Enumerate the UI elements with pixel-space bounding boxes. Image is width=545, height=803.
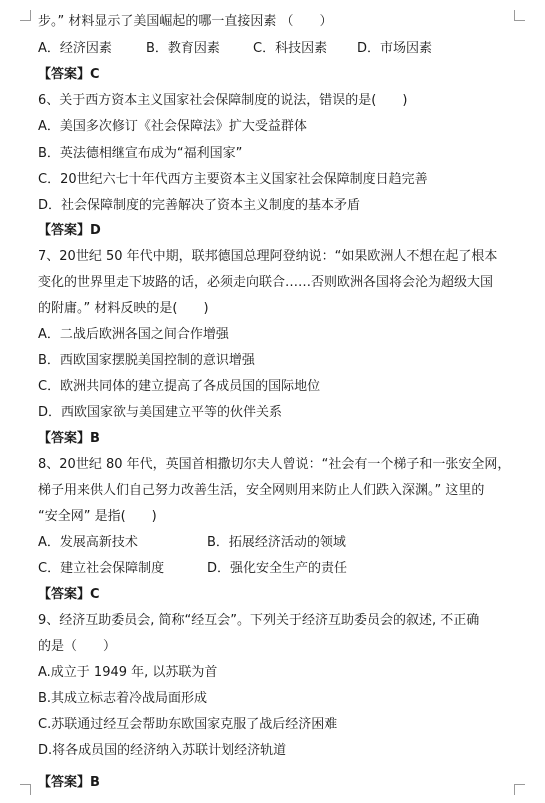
q5-option-b: B．教育因素 <box>146 41 220 56</box>
q5-option-d: D．市场因素 <box>357 41 433 56</box>
q8-option-b: B．拓展经济活动的领域 <box>207 535 346 550</box>
q9-stem-line-2: 的是（ ） <box>38 639 117 654</box>
q7-option-b: B．西欧国家摆脱美国控制的意识增强 <box>38 353 255 368</box>
q8-option-a: A．发展高新技术 <box>38 535 138 550</box>
q9-option-c: C.苏联通过经互会帮助东欧国家克服了战后经济困难 <box>38 717 338 732</box>
q6-answer: 【答案】D <box>38 223 101 238</box>
q5-option-a: A．经济因素 <box>38 41 112 56</box>
q9-option-a: A.成立于 1949 年, 以苏联为首 <box>38 665 218 680</box>
q9-option-b: B.其成立标志着冷战局面形成 <box>38 691 208 706</box>
q5-answer: 【答案】C <box>38 67 100 82</box>
q5-stem: 步。” 材料显示了美国崛起的哪一直接因素 （ ） <box>38 14 333 29</box>
q9-answer: 【答案】B <box>38 775 100 790</box>
q7-stem-line-2: 变化的世界里走下坡路的话，必须走向联合……否则欧洲各国将会沦为超级大国 <box>38 275 494 290</box>
q7-option-a: A．二战后欧洲各国之间合作增强 <box>38 327 229 342</box>
corner-mark-top-left <box>20 10 31 21</box>
q6-option-c: C．20世纪六七十年代西方主要资本主义国家社会保障制度日趋完善 <box>38 172 428 187</box>
q8-option-d: D．强化安全生产的责任 <box>207 561 348 576</box>
q6-option-b: B．英法德相继宣布成为“福利国家” <box>38 146 243 161</box>
q8-option-c: C．建立社会保障制度 <box>38 561 165 576</box>
q5-option-c: C．科技因素 <box>253 41 328 56</box>
q7-answer: 【答案】B <box>38 431 100 446</box>
q6-option-d: D．社会保障制度的完善解决了资本主义制度的基本矛盾 <box>38 198 361 213</box>
q7-stem-line-1: 7、20世纪 50 年代中期，联邦德国总理阿登纳说：“如果欧洲人不想在起了根本 <box>38 249 498 264</box>
q8-stem-line-3: “安全网” 是指( ) <box>38 509 157 524</box>
q7-option-c: C．欧洲共同体的建立提高了各成员国的国际地位 <box>38 379 321 394</box>
q8-stem-line-1: 8、20世纪 80 年代，英国首相撒切尔夫人曾说：“社会有一个梯子和一张安全网， <box>38 457 511 472</box>
q9-option-d: D.将各成员国的经济纳入苏联计划经济轨道 <box>38 743 287 758</box>
q6-stem: 6、关于西方资本主义国家社会保障制度的说法，错误的是( ) <box>38 93 408 108</box>
corner-mark-bottom-left <box>20 784 31 795</box>
q7-option-d: D．西欧国家欲与美国建立平等的伙伴关系 <box>38 405 283 420</box>
q6-option-a: A．美国多次修订《社会保障法》扩大受益群体 <box>38 119 307 134</box>
q8-answer: 【答案】C <box>38 587 100 602</box>
q7-stem-line-3: 的附庸。” 材料反映的是( ) <box>38 301 209 316</box>
q9-stem-line-1: 9、经济互助委员会, 简称“经互会”。下列关于经济互助委员会的叙述, 不正确 <box>38 613 480 628</box>
q8-stem-line-2: 梯子用来供人们自己努力改善生活，安全网则用来防止人们跌入深渊。” 这里的 <box>38 483 485 498</box>
